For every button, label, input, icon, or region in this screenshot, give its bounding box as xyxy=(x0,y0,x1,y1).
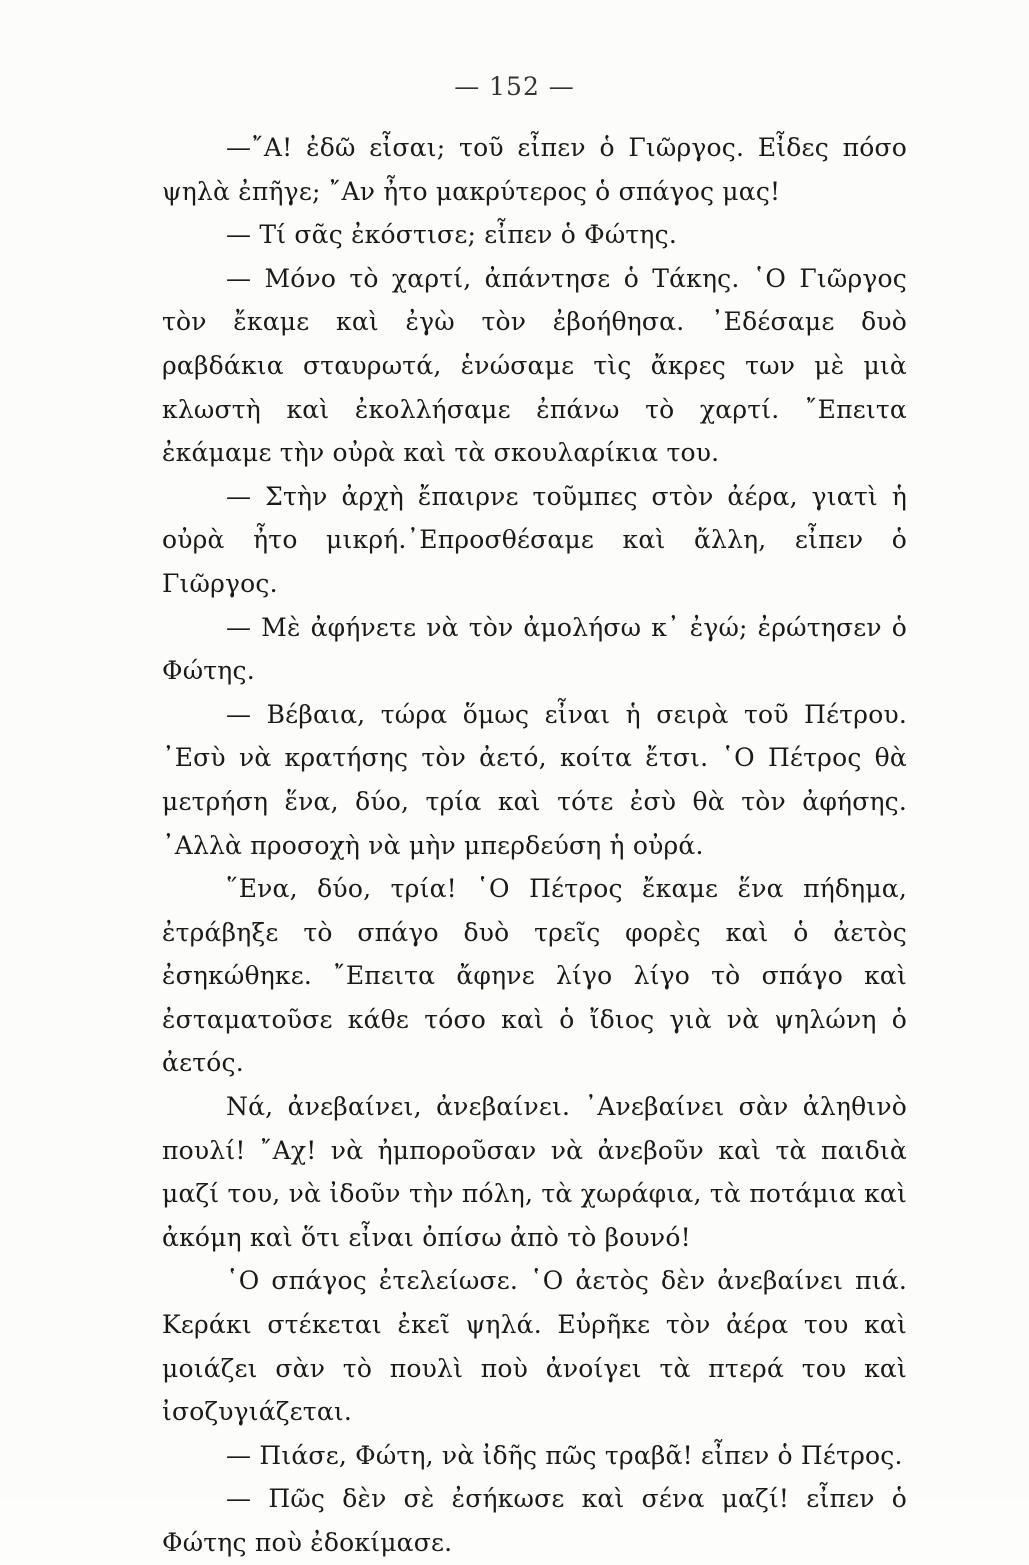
paragraph: ῾Ο σπάγος ἐτελείωσε. ῾Ο ἀετὸς δὲν ἀνεβαίνει πιά. Κεράκι στέκεται ἐκεῖ ψηλά. Εὐρῆκε τὸν ἀέρα του καὶ μοιάζει σὰν τὸ πουλὶ ποὺ ἀνοίγει τὰ πτερά του καὶ ἰσοζυγιάζεται. xyxy=(162,1266,907,1427)
paragraph: ῞Ενα, δύο, τρία! ῾Ο Πέτρος ἔκαμε ἕνα πήδημα, ἐτράβηξε τὸ σπάγο δυὸ τρεῖς φορὲς καὶ ὁ ἀετὸς ἐσηκώθηκε. ῎Επειτα ἄφηνε λίγο λίγο τὸ σπάγο καὶ ἐσταματοῦσε κάθε τόσο καὶ ὁ ἴδιος γιὰ νὰ ψηλώνη ὁ ἀετός. xyxy=(162,874,907,1078)
paragraph: — Τί σᾶς ἐκόστισε; εἶπεν ὁ Φώτης. xyxy=(226,220,677,250)
paragraph: — Βέβαια, τώρα ὅμως εἶναι ἡ σειρὰ τοῦ Πέτρου. ᾿Εσὺ νὰ κρατήσης τὸν ἀετό, κοίτα ἔτσι. ῾Ο Πέτρος θὰ μετρήση ἕνα, δύο, τρία καὶ τότε ἐσὺ θὰ τὸν ἀφήσης. ᾿Αλλὰ προσοχὴ νὰ μὴν μπερδεύση ἡ οὐρά. xyxy=(162,699,907,860)
page-number: — 152 — xyxy=(454,72,575,101)
paragraph: — Στὴν ἀρχὴ ἔπαιρνε τοῦμπες στὸν ἀέρα, γιατὶ ἡ οὐρὰ ἦτο μικρή.᾿Επροσθέσαμε καὶ ἄλλη, εἶπεν ὁ Γιῶργος. xyxy=(162,481,907,598)
paragraph: — Πιάσε, Φώτη, νὰ ἰδῆς πῶς τραβᾶ! εἶπεν ὁ Πέτρος. xyxy=(226,1440,903,1470)
paragraph: — Μὲ ἀφήνετε νὰ τὸν ἀμολήσω κ᾿ ἐγώ; ἐρώτησεν ὁ Φώτης. xyxy=(162,612,907,686)
paragraph: —῎Α! ἐδῶ εἶσαι; τοῦ εἶπεν ὁ Γιῶργος. Εἶδες πόσο ψηλὰ ἐπῆγε; ῎Αν ἦτο μακρύτερος ὁ σπάγος μας! xyxy=(162,133,907,206)
paragraph: — Μόνο τὸ χαρτί, ἀπάντησε ὁ Τάκης. ῾Ο Γιῶργος τὸν ἔκαμε καὶ ἐγὼ τὸν ἐβοήθησα. ᾿Εδέσαμε δυὸ ραβδάκια σταυρωτά, ἑνώσαμε τὶς ἄκρες των μὲ μιὰ κλωστὴ καὶ ἐκολλήσαμε ἐπάνω τὸ χαρτί. ῎Επειτα ἐκάμαμε τὴν οὐρὰ καὶ τὰ σκουλαρίκια του. xyxy=(162,263,907,468)
paragraph: Νά, ἀνεβαίνει, ἀνεβαίνει. ᾿Ανεβαίνει σὰν ἀληθινὸ πουλί! ῎Αχ! νὰ ἠμποροῦσαν νὰ ἀνεβοῦν καὶ τὰ παιδιὰ μαζί του, νὰ ἰδοῦν τὴν πόλη, τὰ χωράφια, τὰ ποτάμια καὶ ἀκόμη καὶ ὅτι εἶναι ὀπίσω ἀπὸ τὸ βουνό! xyxy=(162,1092,907,1252)
body-text xyxy=(162,126,907,1565)
paragraph: — Πῶς δὲν σὲ ἐσήκωσε καὶ σένα μαζί! εἶπεν ὁ Φώτης ποὺ ἐδοκίμασε. xyxy=(162,1484,907,1557)
